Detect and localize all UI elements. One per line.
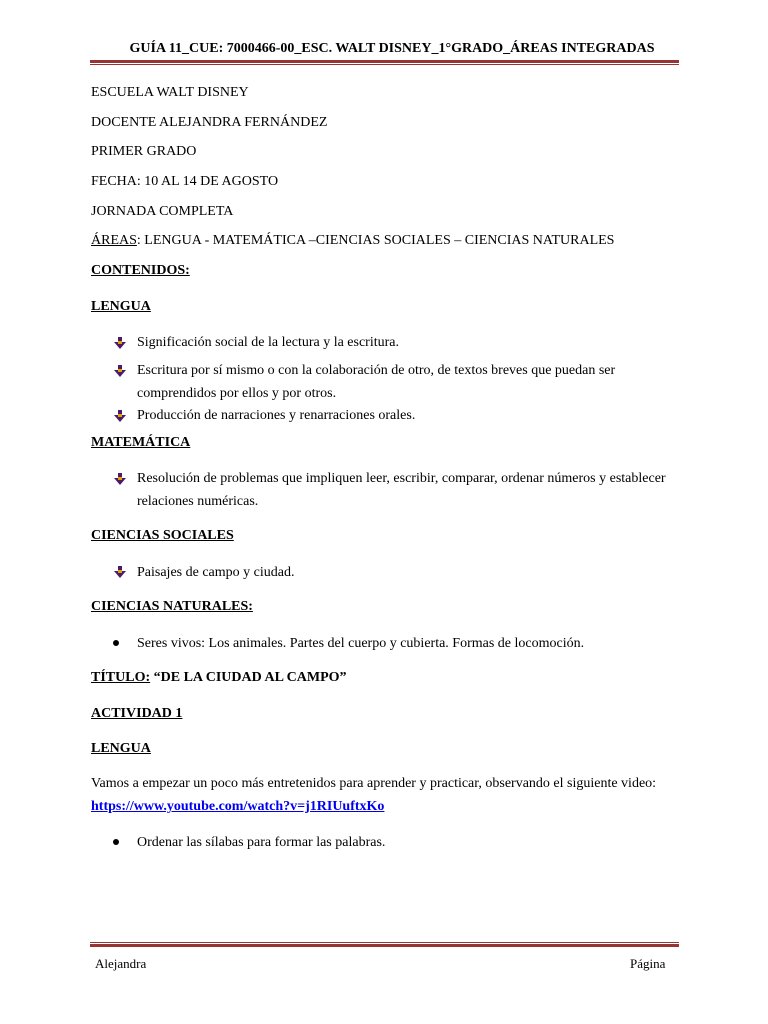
areas-value: : LENGUA - MATEMÁTICA –CIENCIAS SOCIALES – CIENCIAS NATURALES	[136, 233, 615, 248]
actividad-heading: ACTIVIDAD 1	[91, 706, 183, 721]
footer-author: Alejandra	[95, 956, 147, 971]
dot-bullet-icon	[113, 640, 119, 646]
lengua-item-1: Significación social de la lectura y la escritura.	[137, 335, 400, 350]
footer-rule	[90, 942, 679, 947]
dot-bullet-icon	[113, 839, 119, 845]
page-header-title: GUÍA 11_CUE: 7000466-00_ESC. WALT DISNEY_1°GRADO_ÁREAS INTEGRADAS	[129, 41, 655, 56]
teacher-name: DOCENTE ALEJANDRA FERNÁNDEZ	[91, 115, 328, 130]
date: FECHA: 10 AL 14 DE AGOSTO	[91, 174, 279, 189]
arrow-bullet-icon	[113, 409, 127, 423]
titulo-value: “DE LA CIUDAD AL CAMPO”	[150, 670, 347, 685]
shift: JORNADA COMPLETA	[91, 204, 234, 219]
lengua-item-2: Escritura por sí mismo o con la colaboración de otro, de textos breves que puedan ser comprendidos por ellos y por otros.	[137, 363, 616, 401]
footer-page: Página	[630, 956, 666, 971]
sociales-heading: CIENCIAS SOCIALES	[91, 528, 234, 543]
arrow-bullet-icon	[113, 565, 127, 579]
sociales-item-1: Paisajes de campo y ciudad.	[137, 565, 295, 580]
naturales-heading: CIENCIAS NATURALES:	[91, 599, 253, 614]
matematica-heading: MATEMÁTICA	[91, 435, 191, 450]
header-rule	[90, 60, 679, 65]
video-link[interactable]: https://www.youtube.com/watch?v=j1RIUuftxKo	[91, 799, 385, 814]
actividad-intro: Vamos a empezar un poco más entretenidos para aprender y practicar, observando el siguiente video:	[91, 776, 657, 791]
areas-line	[91, 233, 614, 249]
naturales-item-1: Seres vivos: Los animales. Partes del cuerpo y cubierta. Formas de locomoción.	[137, 636, 585, 651]
lengua-heading: LENGUA	[91, 299, 151, 314]
arrow-bullet-icon	[113, 472, 127, 486]
actividad-lengua-heading: LENGUA	[91, 741, 151, 756]
matematica-item-1: Resolución de problemas que impliquen leer, escribir, comparar, ordenar números y establecer relaciones numéricas.	[137, 471, 666, 509]
school-name: ESCUELA WALT DISNEY	[91, 85, 249, 100]
titulo-label: TÍTULO:	[91, 670, 151, 685]
grade: PRIMER GRADO	[91, 144, 197, 159]
contenidos-heading: CONTENIDOS:	[91, 263, 190, 278]
actividad-item-1: Ordenar las sílabas para formar las palabras.	[137, 835, 386, 850]
areas-label: ÁREAS	[91, 233, 137, 248]
lengua-item-3: Producción de narraciones y renarraciones orales.	[137, 408, 416, 423]
arrow-bullet-icon	[113, 364, 127, 378]
titulo-line	[91, 670, 347, 686]
arrow-bullet-icon	[113, 336, 127, 350]
